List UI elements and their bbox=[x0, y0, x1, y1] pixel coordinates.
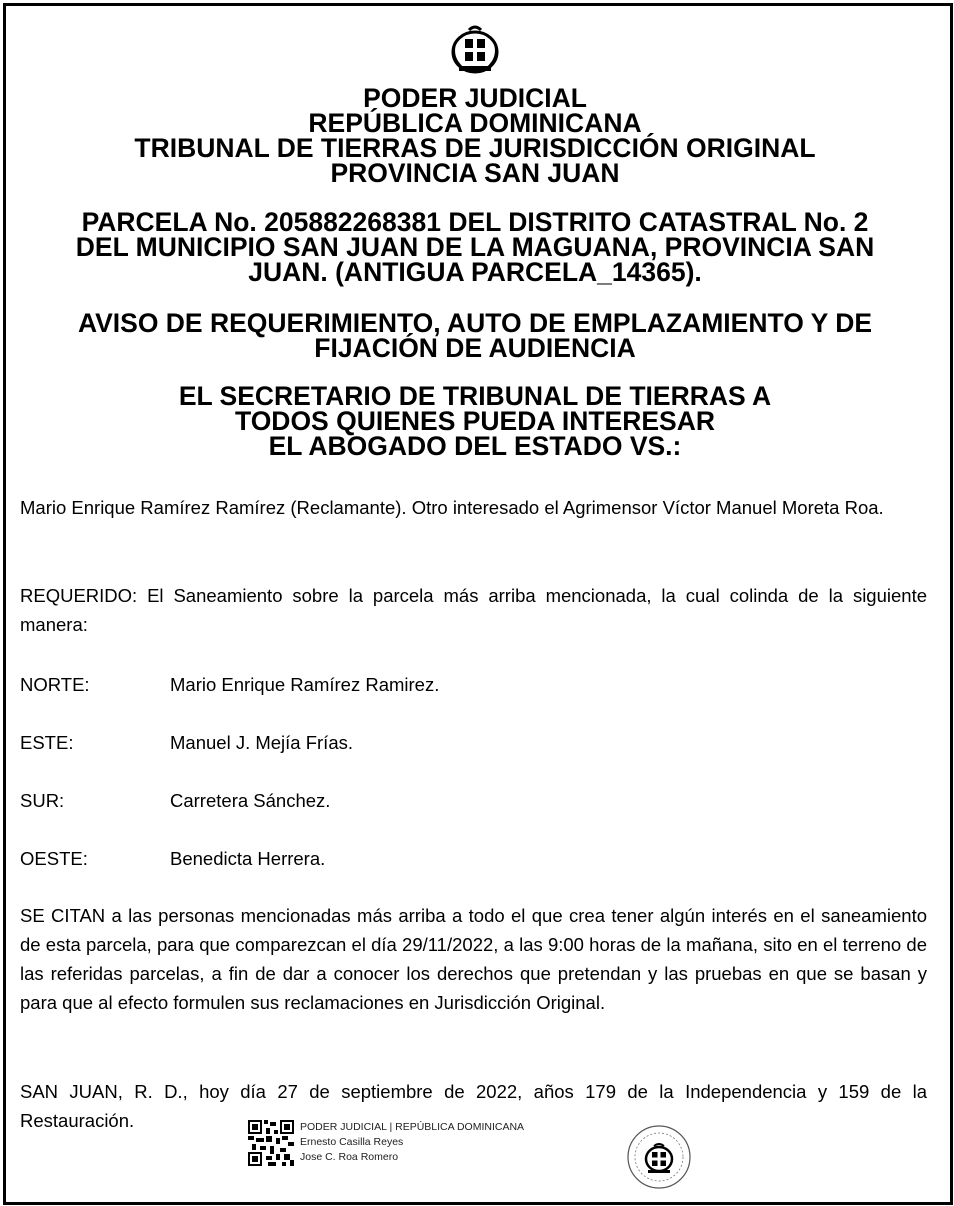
boundary-row-norte bbox=[20, 674, 439, 696]
parcel-heading bbox=[20, 207, 930, 287]
court-seal-icon bbox=[626, 1124, 692, 1190]
boundary-label: NORTE: bbox=[20, 674, 90, 695]
parties-paragraph: Mario Enrique Ramírez Ramírez (Reclamante). Otro interesado el Agrimensor Víctor Manuel Moreta Roa. bbox=[20, 497, 884, 518]
boundary-value: Mario Enrique Ramírez Ramirez. bbox=[170, 674, 440, 695]
boundary-label: SUR: bbox=[20, 790, 65, 811]
heading-line: TRIBUNAL DE TIERRAS DE JURISDICCIÓN ORIGINAL bbox=[134, 133, 816, 163]
heading-line: PODER JUDICIAL bbox=[363, 83, 587, 113]
signature-line: Ernesto Casilla Reyes bbox=[300, 1136, 404, 1148]
boundary-label: OESTE: bbox=[20, 848, 88, 869]
heading-line: TODOS QUIENES PUEDA INTERESAR bbox=[234, 406, 715, 436]
heading-line: FIJACIÓN DE AUDIENCIA bbox=[314, 333, 636, 363]
closing-paragraph: SAN JUAN, R. D., hoy día 27 de septiembre de 2022, años 179 de la Independencia y 159 de la Restauración. bbox=[20, 1081, 927, 1131]
signature-line: PODER JUDICIAL | REPÚBLICA DOMINICANA bbox=[300, 1121, 525, 1133]
boundary-value: Benedicta Herrera. bbox=[170, 848, 326, 869]
requerido-paragraph: REQUERIDO: El Saneamiento sobre la parcela más arriba mencionada, la cual colinda de la siguiente manera: bbox=[20, 585, 927, 635]
boundary-row-sur bbox=[20, 790, 330, 812]
heading-line: JUAN. (ANTIGUA PARCELA_14365). bbox=[248, 257, 702, 287]
notice-heading bbox=[20, 308, 930, 363]
boundary-value: Carretera Sánchez. bbox=[170, 790, 331, 811]
coat-of-arms-icon bbox=[449, 24, 501, 76]
qr-code-icon bbox=[248, 1120, 294, 1166]
heading-line: AVISO DE REQUERIMIENTO, AUTO DE EMPLAZAMIENTO Y DE bbox=[77, 308, 873, 338]
heading-line: PROVINCIA SAN JUAN bbox=[330, 158, 620, 188]
boundary-row-este bbox=[20, 732, 353, 754]
boundary-row-oeste bbox=[20, 848, 325, 870]
heading-line: PARCELA No. 205882268381 DEL DISTRITO CATASTRAL No. 2 bbox=[81, 207, 869, 237]
heading-line: EL SECRETARIO DE TRIBUNAL DE TIERRAS A bbox=[178, 381, 772, 411]
signature-line: Jose C. Roa Romero bbox=[300, 1151, 399, 1163]
digital-signature bbox=[248, 1120, 578, 1168]
heading-line: EL ABOGADO DEL ESTADO VS.: bbox=[268, 431, 682, 461]
boundary-label: ESTE: bbox=[20, 732, 74, 753]
boundary-value: Manuel J. Mejía Frías. bbox=[170, 732, 354, 753]
addressee-heading bbox=[20, 381, 930, 461]
citation-paragraph: SE CITAN a las personas mencionadas más arriba a todo el que crea tener algún interés en el saneamiento de esta parcela, para que comparezcan el día 29/11/2022, a las 9:00 horas de la mañana, sito en el terreno de las referidas parcelas, a fin de dar a conocer los derechos que pretendan y las pruebas en que se basan y para que al efecto formulen sus reclamaciones en Jurisdicción Original. bbox=[20, 905, 927, 1013]
heading-line: REPÚBLICA DOMINICANA bbox=[308, 108, 642, 138]
institution-heading bbox=[20, 83, 930, 188]
signature-lines bbox=[300, 1120, 524, 1165]
heading-line: DEL MUNICIPIO SAN JUAN DE LA MAGUANA, PROVINCIA SAN bbox=[75, 232, 875, 262]
